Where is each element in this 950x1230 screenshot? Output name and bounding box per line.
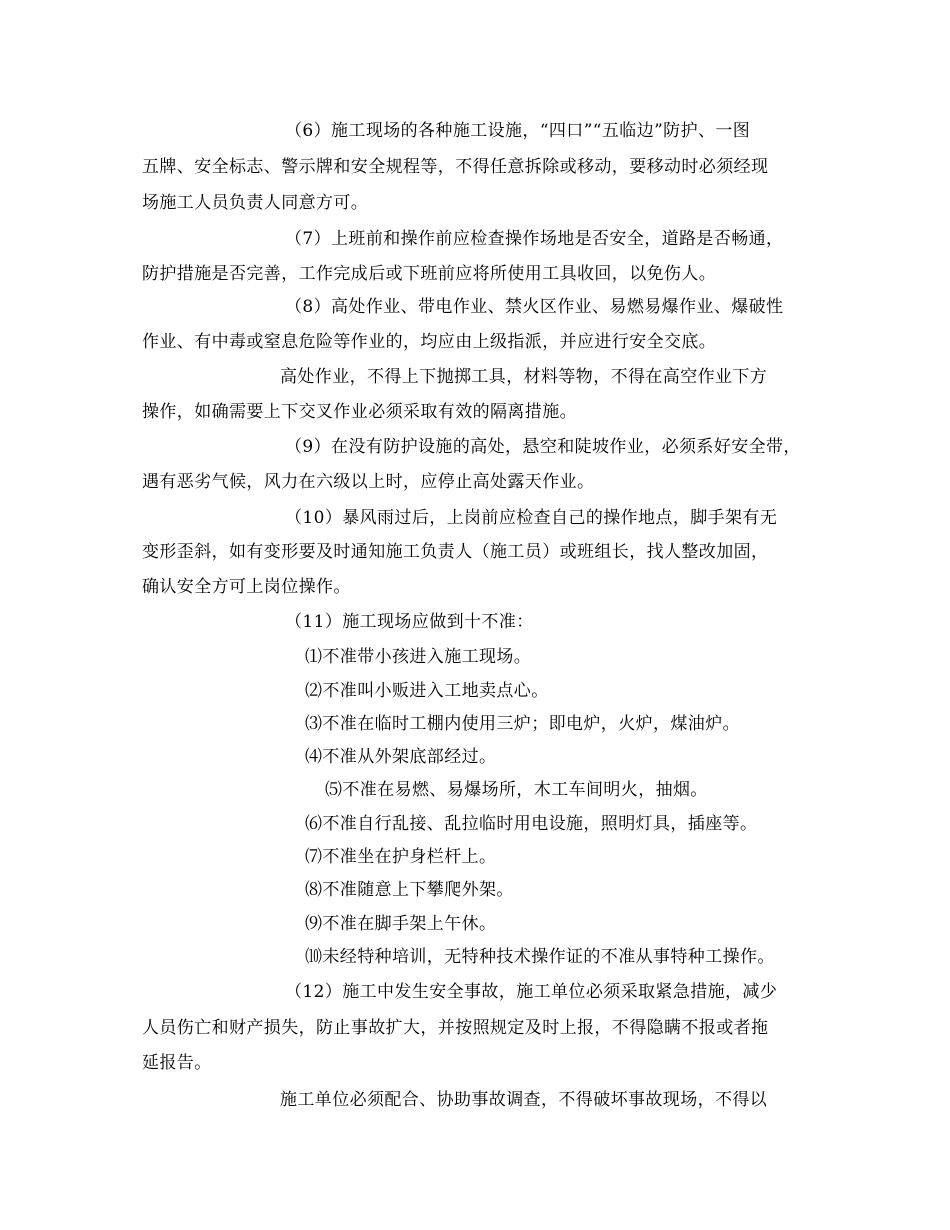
paragraph-6-line-2: 五牌、安全标志、警示牌和安全规程等，不得任意拆除或移动，要移动时必须经现 [142, 157, 769, 177]
paragraph-8b-line-1: 高处作业，不得上下抛掷工具，材料等物，不得在高空作业下方 [280, 367, 768, 387]
rule-item-2: ⑵不准叫小贩进入工地卖点心。 [305, 681, 549, 701]
paragraph-9-line-2: 遇有恶劣气候，风力在六级以上时，应停止高处露天作业。 [142, 472, 595, 492]
paragraph-8-line-1: （8）高处作业、带电作业、禁火区作业、易燃易爆作业、爆破性 [285, 297, 784, 317]
paragraph-7-line-1: （7）上班前和操作前应检查操作场地是否安全，道路是否畅通， [285, 229, 784, 249]
paragraph-8-line-2: 作业、有中毒或窒息危险等作业的，均应由上级指派，并应进行安全交底。 [142, 332, 717, 352]
rule-item-4: ⑷不准从外架底部经过。 [305, 747, 497, 767]
rule-item-1: ⑴不准带小孩进入施工现场。 [305, 647, 532, 667]
paragraph-10-line-1: （10）暴风雨过后，上岗前应检查自己的操作地点，脚手架有无 [285, 508, 778, 528]
rule-item-5: ⑸不准在易燃、易爆场所，木工车间明火，抽烟。 [325, 780, 708, 800]
paragraph-9-line-1: （9）在没有防护设施的高处，悬空和陡坡作业，必须系好安全带， [285, 437, 801, 457]
paragraph-12-line-3: 延报告。 [142, 1053, 212, 1073]
rule-item-8: ⑻不准随意上下攀爬外架。 [305, 880, 514, 900]
rule-item-6: ⑹不准自行乱接、乱拉临时用电设施，照明灯具，插座等。 [305, 814, 758, 834]
rule-item-3: ⑶不准在临时工棚内使用三炉；即电炉，火炉，煤油炉。 [305, 714, 740, 734]
paragraph-6-line-1: （6）施工现场的各种施工设施，“四口”“五临边”防护、一图 [285, 121, 751, 141]
paragraph-8b-line-2: 操作，如确需要上下交叉作业必须采取有效的隔离措施。 [142, 402, 577, 422]
rule-item-9: ⑼不准在脚手架上午休。 [305, 914, 497, 934]
paragraph-10-line-3: 确认安全方可上岗位操作。 [142, 577, 351, 597]
paragraph-12-line-1: （12）施工中发生安全事故，施工单位必须采取紧急措施，减少 [285, 982, 778, 1002]
paragraph-6-line-3: 场施工人员负责人同意方可。 [142, 193, 369, 213]
paragraph-12-line-2: 人员伤亡和财产损失，防止事故扩大，并按照规定及时上报，不得隐瞒不报或者拖 [142, 1018, 769, 1038]
rule-item-10: ⑽未经特种培训，无特种技术操作证的不准从事特种工操作。 [305, 947, 775, 967]
paragraph-11-line-1: （11）施工现场应做到十不准： [285, 612, 534, 632]
paragraph-10-line-2: 变形歪斜，如有变形要及时通知施工负责人（施工员）或班组长，找人整改加固， [142, 542, 769, 562]
paragraph-7-line-2: 防护措施是否完善，工作完成后或下班前应将所使用工具收回，以免伤人。 [142, 264, 717, 284]
paragraph-12b-line-1: 施工单位必须配合、协助事故调查，不得破坏事故现场，不得以 [280, 1090, 768, 1110]
rule-item-7: ⑺不准坐在护身栏杆上。 [305, 847, 497, 867]
